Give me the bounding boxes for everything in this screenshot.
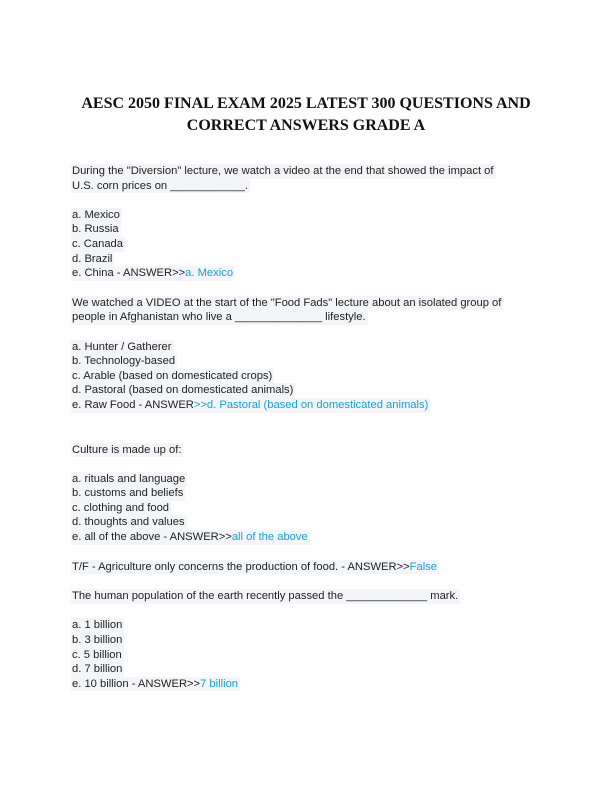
answer-option: d. 7 billion (72, 663, 123, 676)
answer-option: c. 5 billion (72, 648, 122, 661)
answer-option: a. Mexico (72, 208, 120, 221)
question-4 (71, 560, 541, 575)
answer-option: c. clothing and food (72, 501, 170, 514)
answer-option: b. Technology-based (72, 355, 176, 368)
answer-option: b. 3 billion (72, 634, 123, 647)
answer-option: b. Russia (72, 223, 119, 236)
answer-option: b. customs and beliefs (72, 487, 184, 500)
question-2 (71, 296, 541, 413)
question-stem-line: The human population of the earth recently passed the _____________ mark. (72, 590, 459, 603)
correct-answer: >>d. Pastoral (based on domesticated animals) (193, 398, 429, 411)
answer-option: d. Brazil (72, 252, 113, 265)
answer-option: e. 10 billion - ANSWER>> (72, 677, 201, 690)
question-stem-line: During the "Diversion" lecture, we watch a video at the end that showed the impact of (72, 165, 494, 177)
title-line-1: AESC 2050 FINAL EXAM 2025 LATEST 300 QUESTIONS AND (81, 95, 531, 112)
document-title (60, 93, 552, 137)
question-stem-line: U.S. corn prices on ____________. (72, 179, 249, 192)
correct-answer: a. Mexico (185, 267, 234, 280)
answer-option: c. Canada (72, 237, 123, 250)
document-body (71, 164, 541, 691)
title-line-2: CORRECT ANSWERS GRADE A (186, 117, 426, 134)
answer-option: a. rituals and language (72, 472, 186, 485)
answer-option: e. Raw Food - ANSWER (72, 398, 194, 411)
correct-answer: all of the above (231, 531, 308, 544)
correct-answer: False (409, 560, 438, 573)
question-stem-line: Culture is made up of: (72, 443, 182, 456)
answer-option: e. all of the above - ANSWER>> (72, 531, 232, 544)
answer-option: a. Hunter / Gatherer (72, 340, 172, 353)
answer-option: d. thoughts and values (72, 516, 185, 529)
answer-option: e. China - ANSWER>> (72, 267, 186, 280)
answer-option: d. Pastoral (based on domesticated animals) (72, 384, 294, 397)
question-1 (71, 164, 541, 281)
correct-answer: 7 billion (200, 677, 239, 690)
question-5 (71, 589, 541, 691)
question-stem-line: We watched a VIDEO at the start of the "Food Fads" lecture about an isolated group of (72, 296, 502, 309)
answer-option: a. 1 billion (72, 619, 123, 632)
question-stem-line: people in Afghanistan who live a ______________ lifestyle. (72, 311, 366, 324)
answer-option: c. Arable (based on domesticated crops) (72, 369, 273, 382)
true-false-question: T/F - Agriculture only concerns the production of food. - ANSWER>> (72, 560, 410, 573)
question-3 (71, 443, 541, 545)
